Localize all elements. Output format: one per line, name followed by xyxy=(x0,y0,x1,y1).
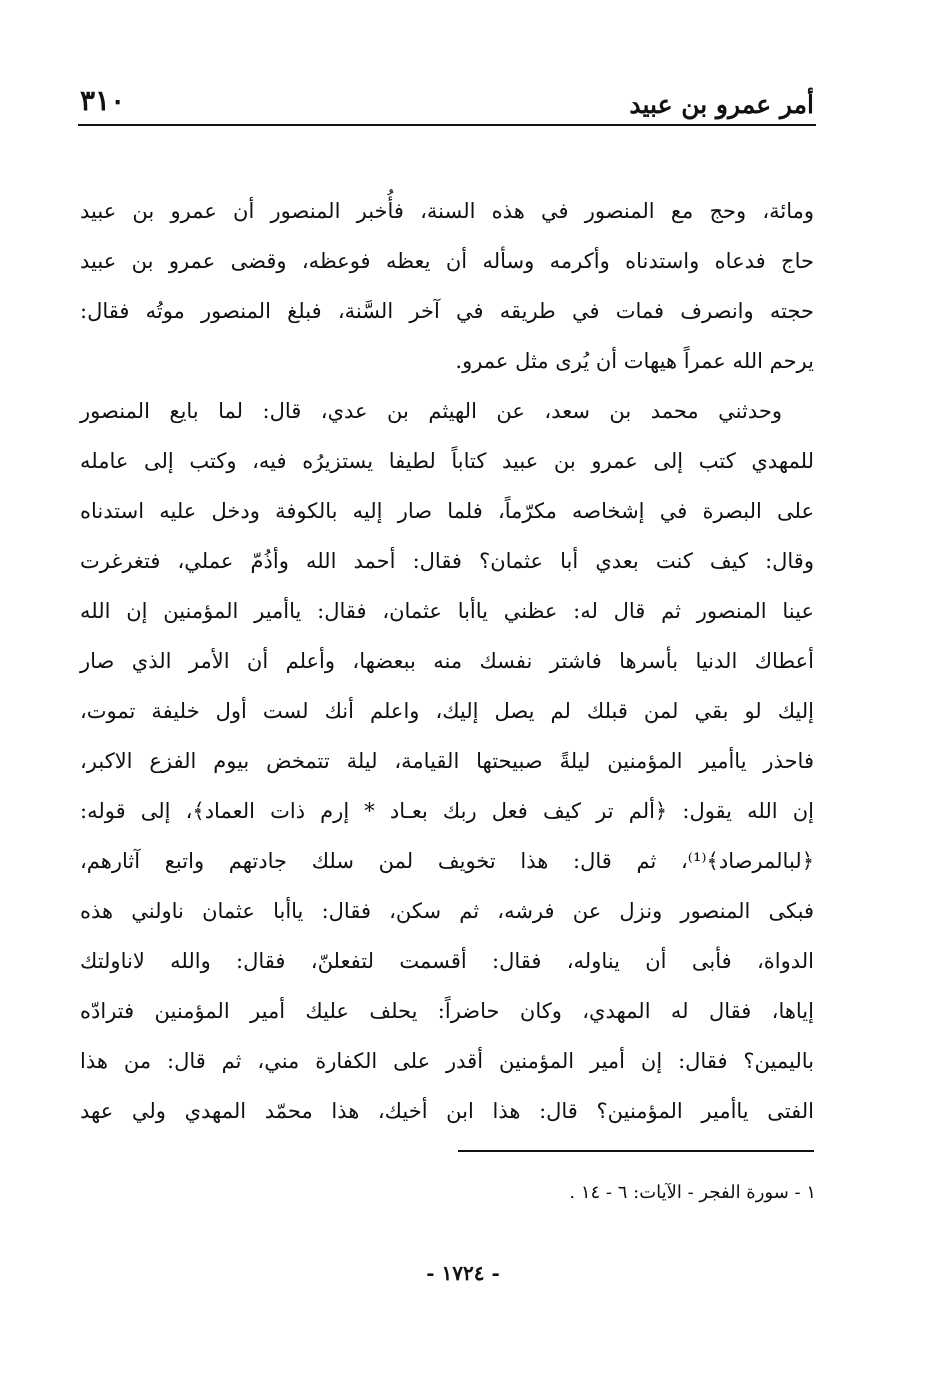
text-line: وقال: كيف كنت بعدي أبا عثمان؟ فقال: أحمد الله وأذُمّ عملي، فتغرغرت xyxy=(80,549,814,573)
text-line: ﴿لبالمرصاد﴾⁽¹⁾، ثم قال: هذا تخويف لمن سلك جادتهم واتبع آثارهم، xyxy=(80,849,814,873)
text-line: ومائة، وحج مع المنصور في هذه السنة، فأُخبر المنصور أن عمرو بن عبيد xyxy=(80,199,814,223)
text-line: للمهدي كتب إلى عمرو بن عبيد كتاباً لطيفا يستزيرُه فيه، وكتب إلى عامله xyxy=(80,449,814,473)
text-line: على البصرة في إشخاصه مكرّماً، فلما صار إليه بالكوفة ودخل عليه استدناه xyxy=(80,499,814,523)
footnote: ١ - سورة الفجر - الآيات: ٦ - ١٤ . xyxy=(569,1182,816,1203)
text-line: الفتى ياأمير المؤمنين؟ قال: هذا ابن أخيك، هذا محمّد المهدي ولي عهد xyxy=(80,1099,814,1123)
text-line: فبكى المنصور ونزل عن فرشه، ثم سكن، فقال: ياأبا عثمان ناولني هذه xyxy=(80,899,814,923)
paragraph-1 xyxy=(80,186,814,386)
text-line: يرحم الله عمراً هيهات أن يُرى مثل عمرو. xyxy=(455,349,814,373)
text-line: حجته وانصرف فمات في طريقه في آخر السَّنة، فبلغ المنصور موتُه فقال: xyxy=(80,299,814,323)
page-number-top: ٣١٠ xyxy=(80,84,126,117)
running-title: أمر عمرو بن عبيد xyxy=(629,90,814,119)
page-header xyxy=(78,78,814,126)
body-text xyxy=(80,186,814,1136)
text-line: باليمين؟ فقال: إن أمير المؤمنين أقدر على الكفارة مني، ثم قال: من هذا xyxy=(80,1049,814,1073)
page-number-bottom: - ١٧٢٤ - xyxy=(426,1261,500,1285)
text-line: فاحذر ياأمير المؤمنين ليلةً صبيحتها القيامة، ليلة تتمخض بيوم الفزع الاكبر، xyxy=(80,749,814,773)
text-line: إياها، فقال له المهدي، وكان حاضراً: يحلف عليك أمير المؤمنين فترادّه xyxy=(80,999,814,1023)
footnote-rule xyxy=(458,1150,814,1152)
text-line: إن الله يقول: ﴿ألم تر كيف فعل ربك بعـاد * إرم ذات العماد﴾، إلى قوله: xyxy=(80,799,814,823)
text-line: الدواة، فأبى أن يناوله، فقال: أقسمت لتفعلنّ، فقال: والله لاناولتك xyxy=(80,949,814,973)
text-line: وحدثني محمد بن سعد، عن الهيثم بن عدي، قال: لما بايع المنصور xyxy=(80,399,782,423)
text-line: إليك لو بقي لمن قبلك لم يصل إليك، واعلم أنك لست أول خليفة تموت، xyxy=(80,699,814,723)
header-rule xyxy=(78,124,816,126)
paragraph-2 xyxy=(80,386,814,1136)
text-line: حاج فدعاه واستدناه وأكرمه وسأله أن يعظه فوعظه، وقضى عمرو بن عبيد xyxy=(80,249,814,273)
text-line: أعطاك الدنيا بأسرها فاشتر نفسك منه ببعضها، وأعلم أن الأمر الذي صار xyxy=(80,649,814,673)
text-line: عينا المنصور ثم قال له: عظني ياأبا عثمان، فقال: ياأمير المؤمنين إن الله xyxy=(80,599,814,623)
